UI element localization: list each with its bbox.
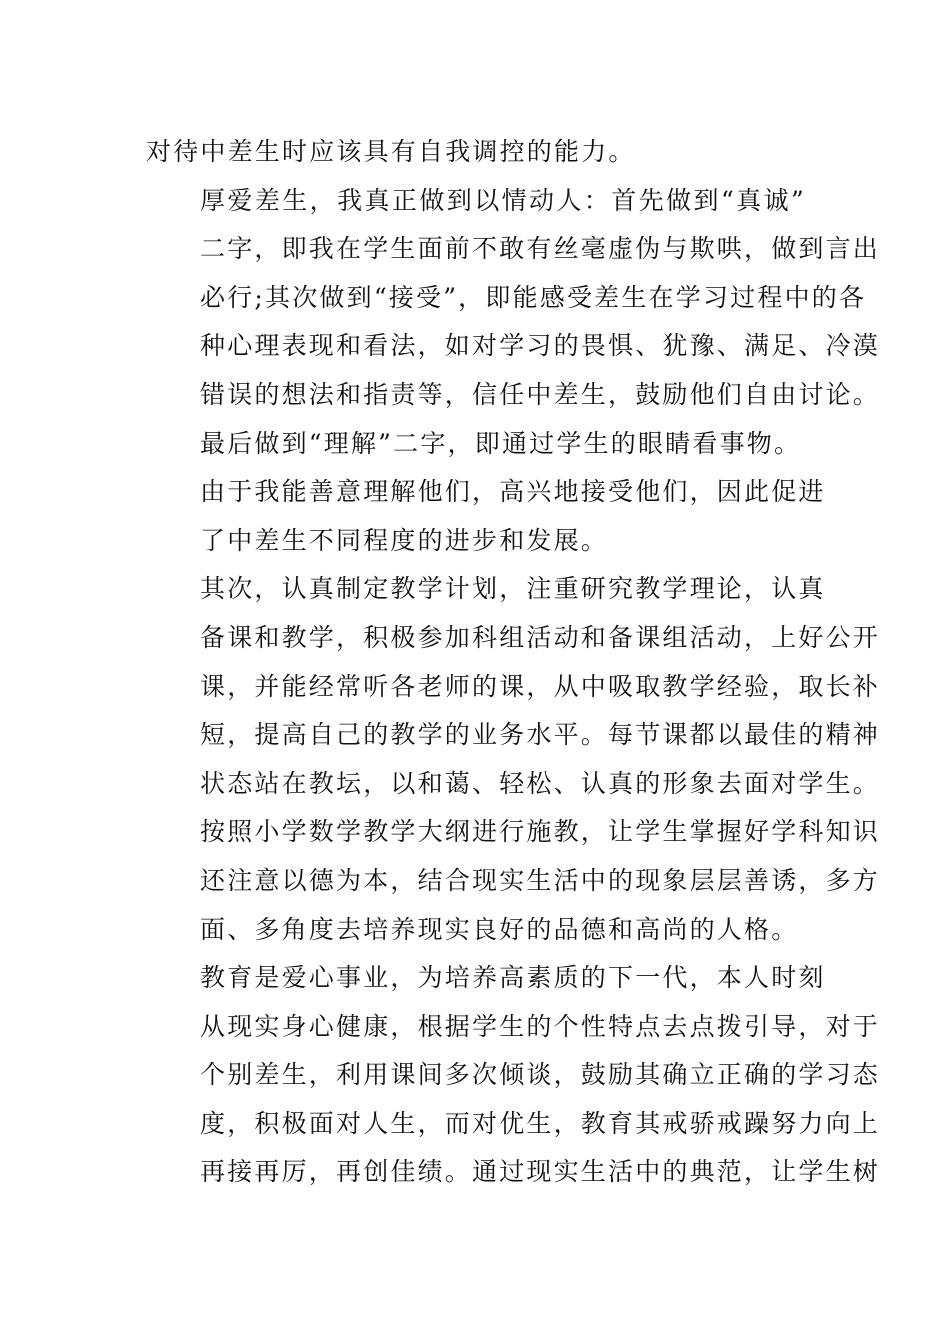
text-line: 个别差生，利用课间多次倾谈，鼓励其确立正确的学习态: [200, 1060, 881, 1090]
text-line: 从现实身心健康，根据学生的个性特点去点拨引导，对于: [200, 1011, 881, 1041]
document-page: [146, 128, 881, 1197]
text-line: 对待中差生时应该具有自我调控的能力。: [146, 137, 636, 166]
text-line: 状态站在教坛，以和蔼、轻松、认真的形象去面对学生。: [200, 768, 881, 798]
text-line: 错误的想法和指责等，信任中差生，鼓励他们自由讨论。: [200, 379, 881, 409]
text-line: 备课和教学，积极参加科组活动和备课组活动，上好公开: [200, 622, 881, 652]
text-line: 按照小学数学教学大纲进行施教，让学生掌握好学科知识: [200, 817, 881, 847]
text-line: 二字，即我在学生面前不敢有丝毫虚伪与欺哄，做到言出: [200, 234, 881, 264]
text-line: 面、多角度去培养现实良好的品德和高尚的人格。: [200, 914, 799, 944]
text-line: 厚爱差生，我真正做到以情动人：首先做到“真诚”: [200, 185, 806, 215]
text-line: 度，积极面对人生，而对优生，教育其戒骄戒躁努力向上: [200, 1108, 881, 1138]
paragraph-2: [146, 177, 881, 469]
text-line: 其次，认真制定教学计划，注重研究教学理论，认真: [200, 574, 826, 604]
text-line: 短，提高自己的教学的业务水平。每节课都以最佳的精神: [200, 720, 881, 750]
text-line: 再接再厉，再创佳绩。通过现实生活中的典范，让学生树: [200, 1157, 881, 1187]
text-line: 还注意以德为本，结合现实生活中的现象层层善诱，多方: [200, 865, 881, 895]
text-line: 课，并能经常听各老师的课，从中吸取教学经验，取长补: [200, 671, 881, 701]
paragraph-5: [146, 954, 881, 1197]
text-line: 由于我能善意理解他们，高兴地接受他们，因此促进: [200, 477, 826, 507]
text-line: 种心理表现和看法，如对学习的畏惧、犹豫、满足、冷漠: [200, 331, 881, 361]
text-line: 教育是爱心事业，为培养高素质的下一代，本人时刻: [200, 963, 826, 993]
text-line: 了中差生不同程度的进步和发展。: [200, 525, 609, 555]
paragraph-1: [146, 128, 806, 177]
paragraph-4: [146, 565, 881, 954]
paragraph-3: [146, 468, 826, 565]
text-line: 必行;其次做到“接受”，即能感受差生在学习过程中的各: [200, 282, 867, 312]
text-line: 最后做到“理解”二字，即通过学生的眼睛看事物。: [200, 428, 802, 458]
